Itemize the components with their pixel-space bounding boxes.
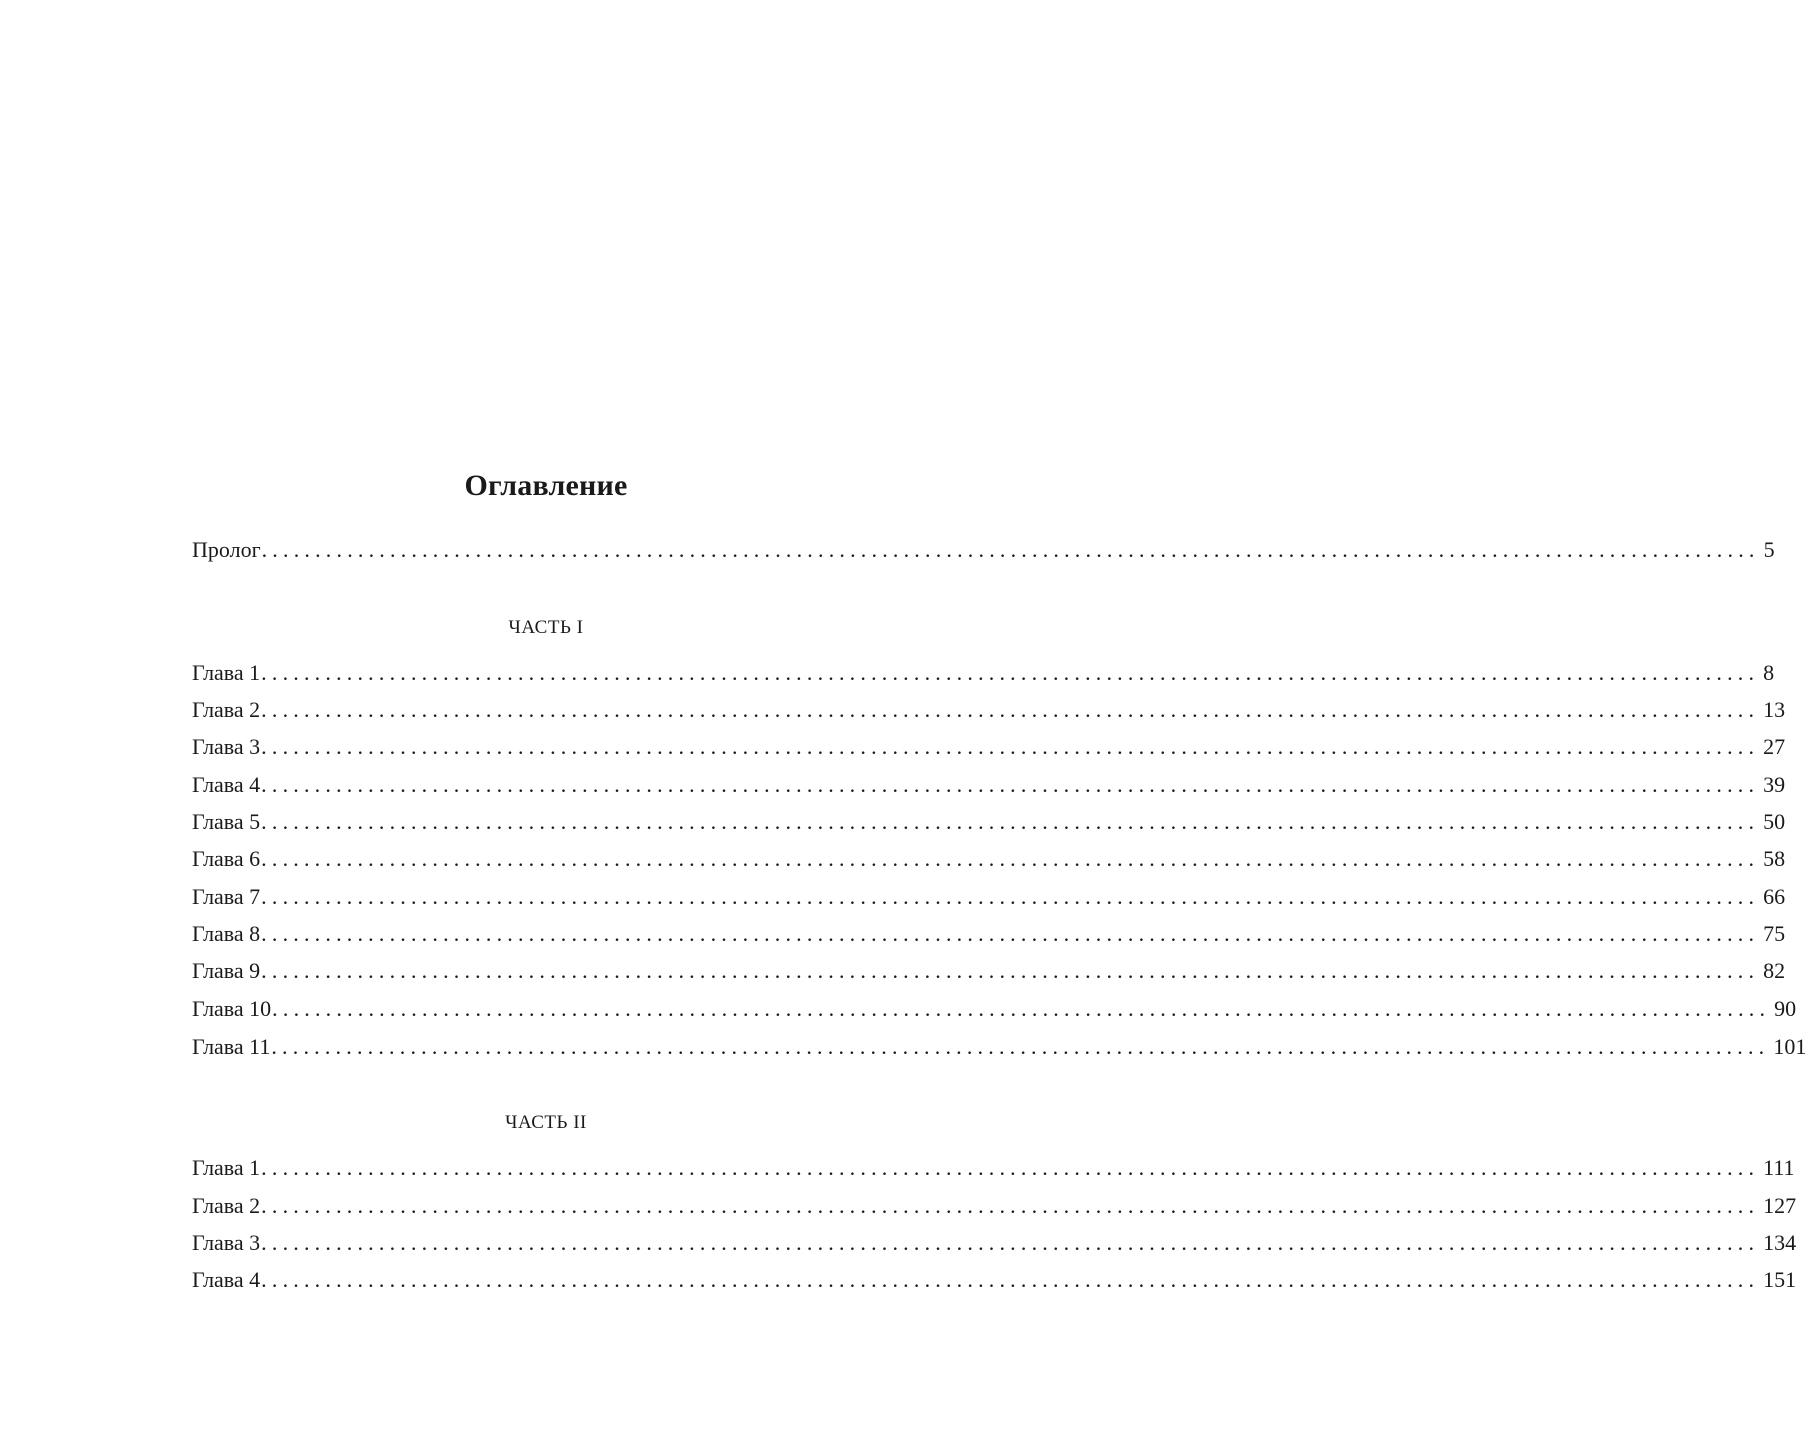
page-number: 27 — [1763, 734, 1786, 759]
toc-entry — [192, 954, 1786, 988]
toc-entry — [192, 768, 1786, 802]
toc-entry — [192, 1151, 1795, 1185]
toc-entry-prologue — [192, 533, 1775, 567]
entry-label: Глава 3 — [192, 734, 261, 759]
toc-entry — [192, 1189, 1797, 1223]
dot-leader: ............................................................................................................................................ — [261, 809, 1760, 834]
page-number: 101 — [1773, 1034, 1806, 1059]
page-number: 5 — [1763, 537, 1775, 562]
entry-label: Глава 7 — [192, 884, 261, 909]
entry-label: Глава 2 — [192, 697, 261, 722]
entry-label: Глава 9 — [192, 958, 261, 983]
page-number: 151 — [1763, 1267, 1797, 1292]
dot-leader: ............................................................................................................................................ — [261, 1230, 1760, 1255]
page-number: 58 — [1763, 846, 1786, 871]
entry-label: Глава 4 — [192, 1267, 261, 1292]
entry-label: Глава 11 — [192, 1034, 271, 1059]
entry-label: Глава 6 — [192, 846, 261, 871]
toc-entry — [192, 1263, 1797, 1297]
toc-entry — [192, 693, 1786, 727]
dot-leader: ............................................................................................................................................ — [272, 996, 1771, 1021]
page-number: 39 — [1763, 772, 1786, 797]
page-number: 50 — [1763, 809, 1786, 834]
page-title: Оглавление — [464, 469, 628, 502]
page-number: 127 — [1763, 1193, 1797, 1218]
entry-label: Пролог — [192, 537, 261, 562]
dot-leader: ............................................................................................................................................ — [261, 537, 1760, 562]
dot-leader: ............................................................................................................................................ — [261, 921, 1760, 946]
page-number: 82 — [1763, 958, 1786, 983]
dot-leader: ............................................................................................................................................ — [261, 846, 1760, 871]
entry-label: Глава 4 — [192, 772, 261, 797]
toc-entry — [192, 730, 1786, 764]
toc-entry — [192, 1030, 1806, 1064]
toc-entry — [192, 917, 1786, 951]
entry-label: Глава 3 — [192, 1230, 261, 1255]
toc-entry — [192, 992, 1797, 1026]
entry-label: Глава 10 — [192, 996, 272, 1021]
page-number: 8 — [1763, 660, 1775, 685]
toc-entry — [192, 842, 1786, 876]
toc-entry — [192, 656, 1775, 690]
dot-leader: ............................................................................................................................................ — [261, 660, 1760, 685]
dot-leader: ............................................................................................................................................ — [261, 1267, 1760, 1292]
dot-leader: ............................................................................................................................................ — [261, 772, 1760, 797]
page-number: 66 — [1763, 884, 1786, 909]
toc-entry — [192, 1226, 1797, 1260]
page-number: 13 — [1763, 697, 1786, 722]
dot-leader: ............................................................................................................................................ — [261, 697, 1760, 722]
entry-label: Глава 8 — [192, 921, 261, 946]
toc-entry — [192, 805, 1786, 839]
entry-label: Глава 1 — [192, 1155, 261, 1180]
dot-leader: ............................................................................................................................................ — [261, 958, 1760, 983]
page-number: 90 — [1774, 996, 1797, 1021]
entry-label: Глава 5 — [192, 809, 261, 834]
entry-label: Глава 2 — [192, 1193, 261, 1218]
dot-leader: ............................................................................................................................................ — [261, 1193, 1760, 1218]
part-heading: ЧАСТЬ II — [505, 1112, 587, 1133]
page-number: 111 — [1763, 1155, 1795, 1180]
part-heading: ЧАСТЬ I — [508, 617, 584, 638]
dot-leader: ............................................................................................................................................ — [261, 1155, 1760, 1180]
toc-entry — [192, 880, 1786, 914]
page-number: 75 — [1763, 921, 1786, 946]
dot-leader: ............................................................................................................................................ — [261, 734, 1760, 759]
dot-leader: ............................................................................................................................................ — [271, 1034, 1770, 1059]
page-number: 134 — [1763, 1230, 1797, 1255]
dot-leader: ............................................................................................................................................ — [261, 884, 1760, 909]
entry-label: Глава 1 — [192, 660, 261, 685]
